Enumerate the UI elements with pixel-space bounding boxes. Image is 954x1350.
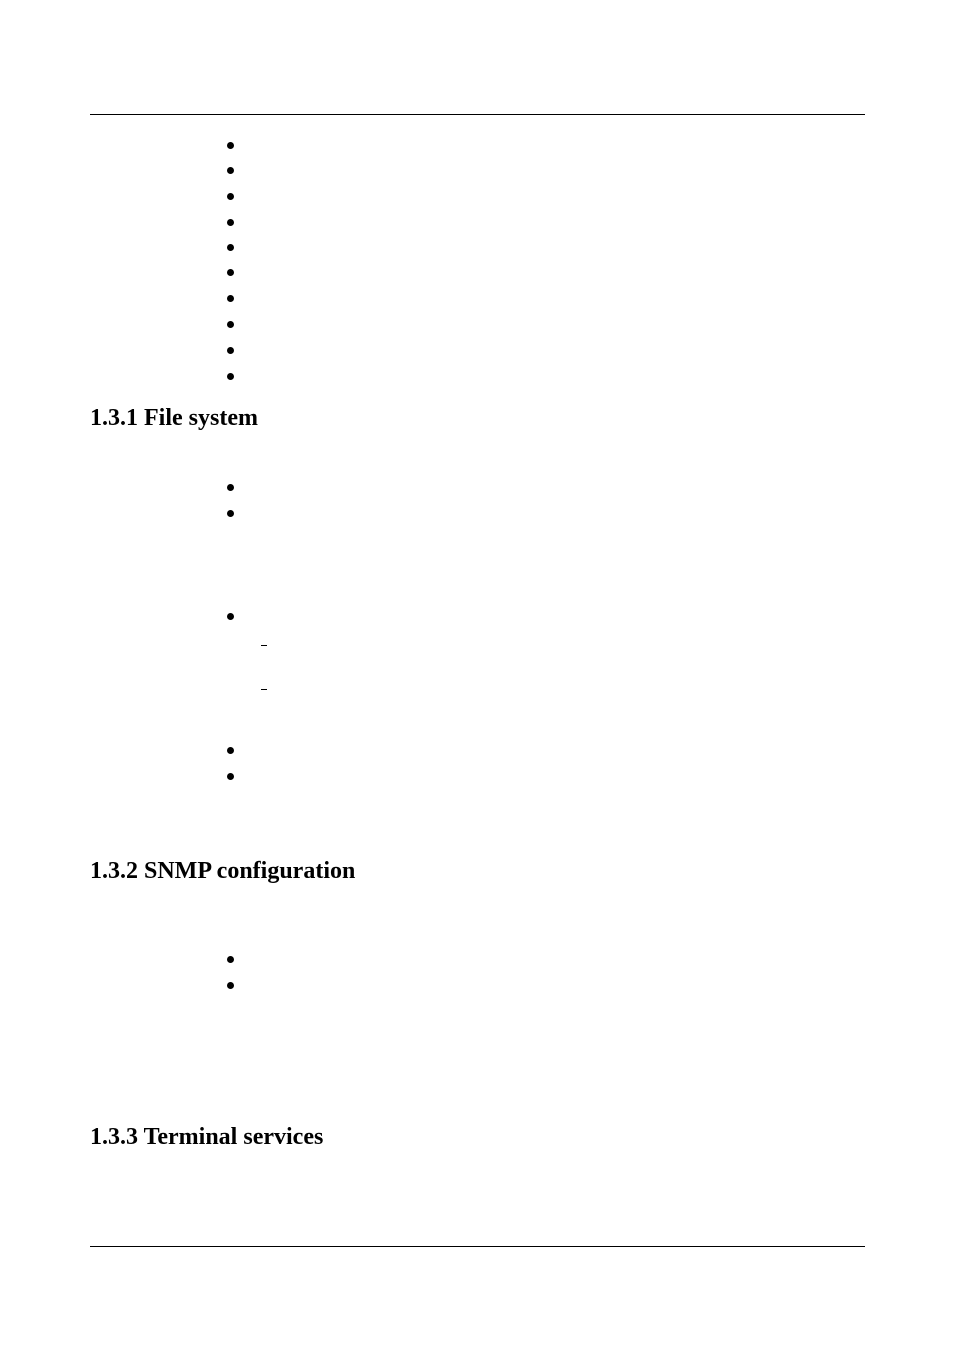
header-rule [90,114,865,115]
bullet-marker [227,373,234,380]
bullet-marker [227,244,234,251]
section-heading-terminal-services: 1.3.3 Terminal services [90,1124,324,1150]
bullet-marker [227,956,234,963]
bullet-marker [227,219,234,226]
bullet-marker [227,321,234,328]
section-heading-file-system: 1.3.1 File system [90,405,258,431]
bullet-marker [227,269,234,276]
bullet-marker [227,510,234,517]
sub-bullet-dash [261,645,267,646]
bullet-marker [227,193,234,200]
sub-bullet-dash [261,689,267,690]
footer-rule [90,1246,865,1247]
bullet-marker [227,773,234,780]
bullet-marker [227,484,234,491]
bullet-marker [227,982,234,989]
bullet-marker [227,295,234,302]
bullet-marker [227,347,234,354]
bullet-marker [227,142,234,149]
section-heading-snmp-configuration: 1.3.2 SNMP configuration [90,858,356,884]
bullet-marker [227,167,234,174]
bullet-marker [227,747,234,754]
bullet-marker [227,613,234,620]
